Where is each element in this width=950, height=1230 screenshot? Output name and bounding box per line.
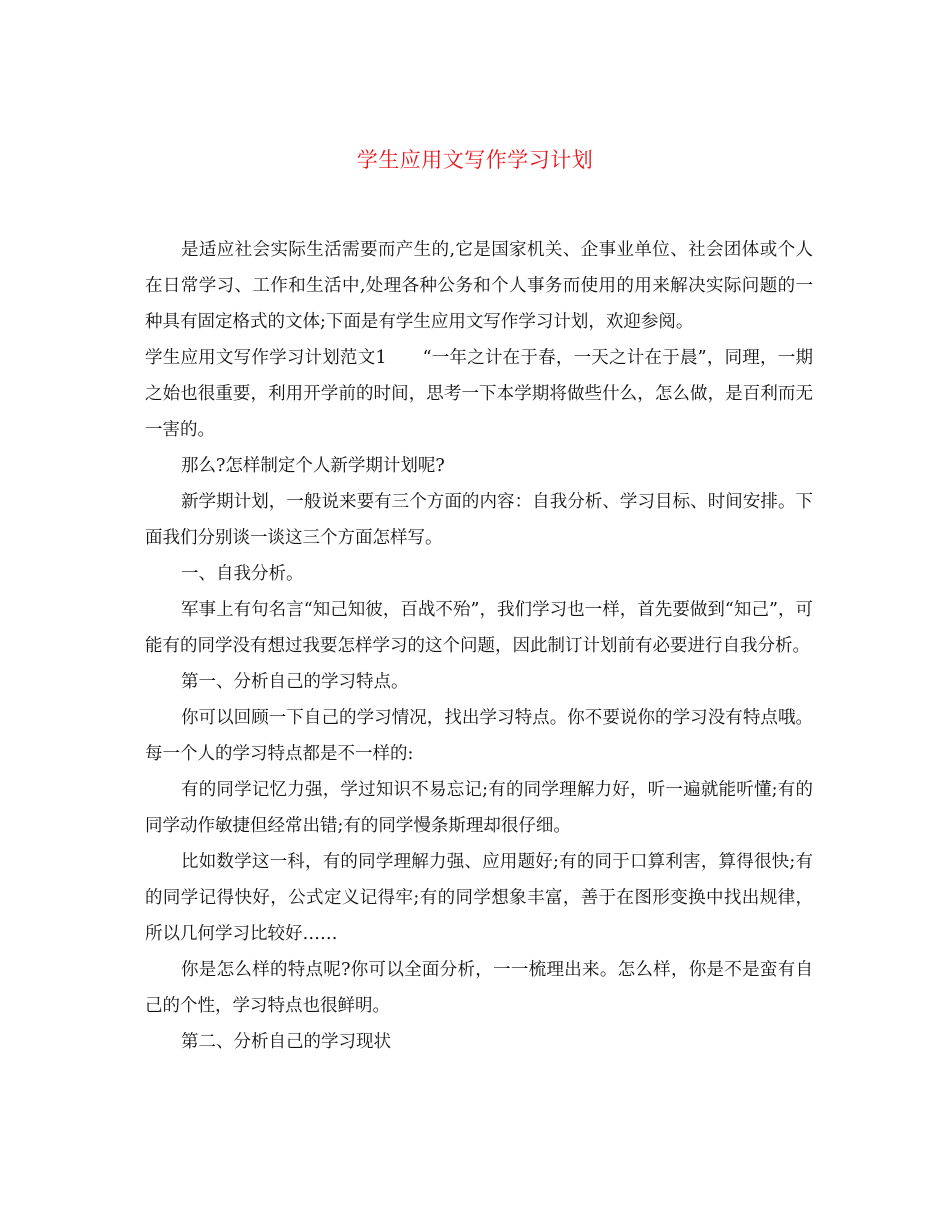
sample-opening: “一年之计在于春，一天之计在于晨”，同理，一期之始也很重要，利用开学前的时间，思考一下本学期将做些什么，怎么做，是百利而无一害的。 <box>145 348 813 440</box>
subheading-learning-traits: 第一、分析自己的学习特点。 <box>181 672 409 692</box>
paragraph: 你可以回顾一下自己的学习情况，找出学习特点。你不要说你的学习没有特点哦。每一个人的学习特点都是不一样的: <box>145 708 813 764</box>
paragraph: 有的同学记忆力强，学过知识不易忘记;有的同学理解力好，听一遍就能听懂;有的同学动作敏捷但经常出错;有的同学慢条斯理却很仔细。 <box>145 780 813 836</box>
document-title: 学生应用文写作学习计划 <box>356 148 594 172</box>
sample-paragraph <box>145 340 813 448</box>
sample-heading: 学生应用文写作学习计划范文1 <box>145 348 387 368</box>
paragraph: 你是怎么样的特点呢?你可以全面分析，一一梳理出来。怎么样，你是不是蛮有自己的个性，学习特点也很鲜明。 <box>145 960 813 1016</box>
paragraph: 那么?怎样制定个人新学期计划呢? <box>181 456 445 476</box>
subheading-learning-status: 第二、分析自己的学习现状 <box>181 1032 391 1052</box>
section-heading-self-analysis: 一、自我分析。 <box>181 564 304 584</box>
paragraph: 新学期计划，一般说来要有三个方面的内容：自我分析、学习目标、时间安排。下面我们分别谈一谈这三个方面怎样写。 <box>145 492 813 548</box>
intro-paragraph: 是适应社会实际生活需要而产生的,它是国家机关、企事业单位、社会团体或个人在日常学习、工作和生活中,处理各种公务和个人事务而使用的用来解决实际问题的一种具有固定格式的文体;下面是有学生应用文写作学习计划，欢迎参阅。 <box>145 240 813 332</box>
paragraph: 军事上有句名言“知己知彼，百战不殆”，我们学习也一样，首先要做到“知己”，可能有的同学没有想过我要怎样学习的这个问题，因此制订计划前有必要进行自我分析。 <box>145 600 813 656</box>
document-body <box>145 232 813 1060</box>
paragraph: 比如数学这一科，有的同学理解力强、应用题好;有的同于口算利害，算得很快;有的同学记得快好，公式定义记得牢;有的同学想象丰富，善于在图形变换中找出规律，所以几何学习比较好…… <box>145 852 813 944</box>
